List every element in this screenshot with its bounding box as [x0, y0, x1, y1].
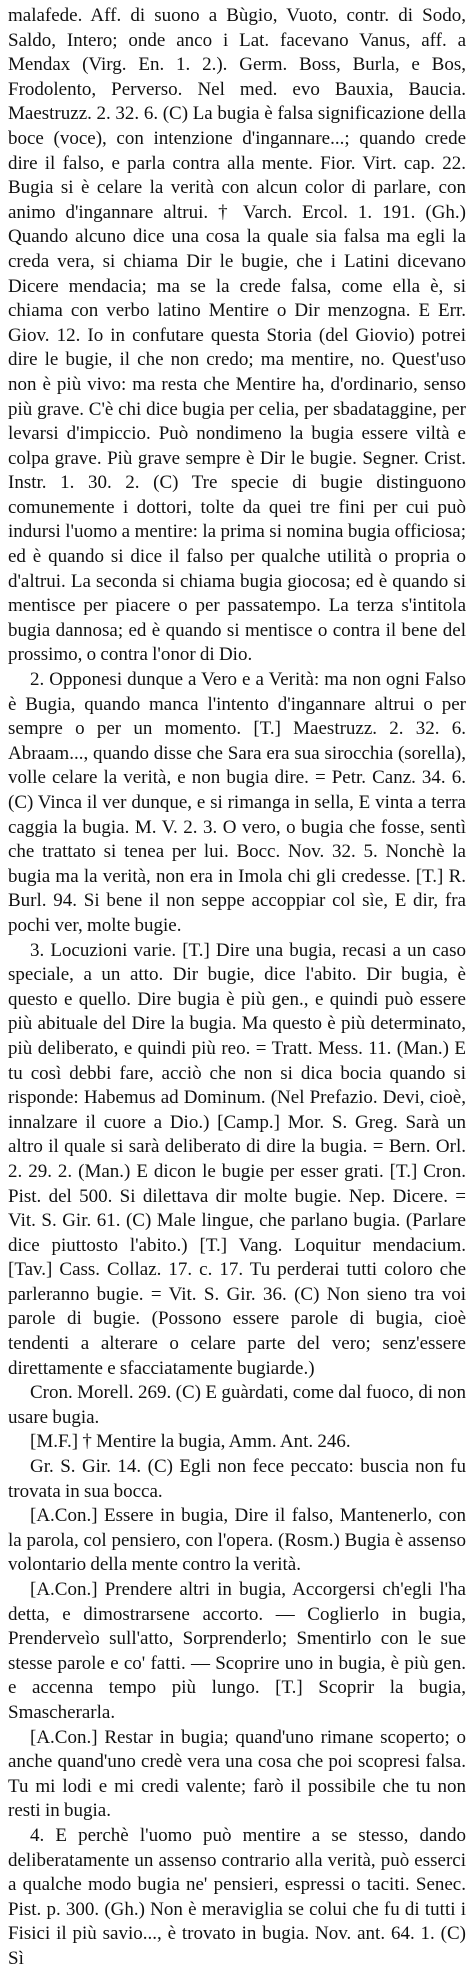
entry-paragraph-etymology-definition: malafede. Aff. di suono a Bùgio, Vuoto, contr. di Sodo, Saldo, Intero; onde anco i Lat. facevano Vanus, aff. a Mendax (Virg. En. 1. 2.). Germ. Boss, Burla, e Bos, Frodolento, Perverso. Nel med. evo Bauxia, Baucia. Maestruzz. 2. 32. 6. (C) La bugia è falsa significazione della boce (voce), con intenzione d'ingannare...; quando crede dire il falso, e parla contra alla mente. Fior. Virt. cap. 22. Bugia si è celare la verità con alcun color di parlare, con animo d'ingannare altrui. † Varch. Ercol. 1. 191. (Gh.) Quando alcuno dice una cosa la quale sia falsa ma egli la creda vera, si chiama Dir le bugie, che i Latini dicevano Dicere mendacia; ma se la crede falsa, come ella è, si chiama con verbo latino Mentire o Dir menzogna. E Err. Giov. 12. Io in confutare questa Storia (del Giovio) potrei dire le bugie, il che non credo; ma mentire, no. Quest'uso non è più vivo: ma resta che Mentire ha, d'ordinario, senso più grave. C'è chi dice bugia per celia, per sbadataggine, per levarsi d'impiccio. Può nondimeno la bugia essere viltà e colpa grave. Più grave sempre è Dir le bugie. Segner. Crist. Instr. 1. 30. 2. (C) Tre specie di bugie distinguono comunemente i dottori, tolte da quei tre fini per cui può indursi l'uomo a mentire: la prima si nomina bugia officiosa; ed è quando si dice il falso per qualche utilità o propria o d'altrui. La seconda si chiama bugia giocosa; ed è quando si mentisce per piacere o per passatempo. La terza s'intitola bugia dannosa; ed è quando si mentisce o contra il bene del prossimo, o contra l'onor di Dio.	[8, 5, 466, 666]
entry-paragraph-sense-4: 4. E perchè l'uomo può mentire a se stesso, dando deliberatamente un assenso contrario alla verità, può esserci a qualche modo bugia ne' pensieri, espressi o taciti. Senec. Pist. p. 300. (Gh.) Non è meraviglia se colui che fu di tutti i Fisici il più savio..., è trovato in bugia. Nov. ant. 64. 1. (C) Sì	[8, 1824, 466, 1969]
entry-paragraph-restar-in-bugia: [A.Con.] Restar in bugia; quand'uno rimane scoperto; o anche quand'uno credè vera una cosa che poi scopresi falsa. Tu mi lodi e mi credi valente; farò il possibile che tu non resti in bugia.	[8, 1726, 466, 1822]
entry-column	[8, 4, 466, 1972]
entry-paragraph-sense-3-locutions: 3. Locuzioni varie. [T.] Dire una bugia, recasi a un caso speciale, a un atto. Dir bugie, dice l'abito. Dir bugia, è questo e quello. Dire bugia è più gen., e quindi può essere più abituale del Dire la bugia. Ma questo è più determinato, più deliberato, e quindi più reo. = Tratt. Mess. 11. (Man.) E tu così debbi fare, acciò che non si dica bocia quando si risponde: Habemus ad Dominum. (Nel Prefazio. Devi, cioè, innalzare il cuore a Dio.) [Camp.] Mor. S. Greg. Sarà un altro il quale si sarà deliberato di dire la bugia. = Bern. Orl. 2. 29. 2. (Man.) E dicon le bugie per esser grati. [T.] Cron. Pist. del 500. Si dilettava dir molte bugie. Nep. Dicere. = Vit. S. Gir. 61. (C) Male lingue, che parlano bugia. (Parlare dice piuttosto l'abito.) [T.] Vang. Loquitur mendacium. [Tav.] Cass. Collaz. 17. c. 17. Tu perderai tutti coloro che parleranno bugie. = Vit. S. Gir. 36. (C) Non sieno tra voi parole di bugie. (Possono essere parole di bugia, cioè tendenti a alterare o celare parte del vero; senz'essere direttamente e sfacciatamente bugiarde.)	[8, 939, 466, 1379]
entry-paragraph-gr-s-gir: Gr. S. Gir. 14. (C) Egli non fece peccato: buscia non fu trovata in sua bocca.	[8, 1456, 466, 1502]
entry-paragraph-prendere-in-bugia: [A.Con.] Prendere altri in bugia, Accorgersi ch'egli l'ha detta, e dimostrarsene accorto. — Coglierlo in bugia, Prenderveìo sull'atto, Sorprenderlo; Smentirlo con le sue stesse parole e co' fatti. — Scoprire uno in bugia, è più gen. e accenna tempo più lungo. [T.] Scoprir la bugia, Smascherarla.	[8, 1579, 466, 1723]
entry-paragraph-mentire-la-bugia: [M.F.] † Mentire la bugia, Amm. Ant. 246.	[30, 1431, 351, 1453]
entry-paragraph-sense-2: 2. Opponesi dunque a Vero e a Verità: ma non ogni Falso è Bugia, quando manca l'intento d'ingannare altrui o per sempre o per un momento. [T.] Maestruzz. 2. 32. 6. Abraam..., quando disse che Sara era sua sirocchia (sorella), volle celare la verità, e non bugia dire. = Petr. Canz. 34. 6. (C) Vinca il ver dunque, e si rimanga in sella, E vinta a terra caggia la bugia. M. V. 2. 3. O vero, o bugia che fosse, sentì che trattato si tenea per lui. Bocc. Nov. 32. 5. Nonchè la bugia ma la verità, non era in Imola chi gli credesse. [T.] R. Burl. 94. Si bene il non seppe accoppiar col sìe, E dir, fra pochi ver, molte bugie.	[8, 669, 466, 936]
entry-paragraph-cron-morell: Cron. Morell. 269. (C) E guàrdati, come dal fuoco, di non usare bugia.	[8, 1382, 466, 1428]
entry-paragraph-essere-in-bugia: [A.Con.] Essere in bugia, Dire il falso, Mantenerlo, con la parola, col pensiero, con l'opera. (Rosm.) Bugia è assenso volontario della mente contro la verità.	[8, 1505, 466, 1576]
